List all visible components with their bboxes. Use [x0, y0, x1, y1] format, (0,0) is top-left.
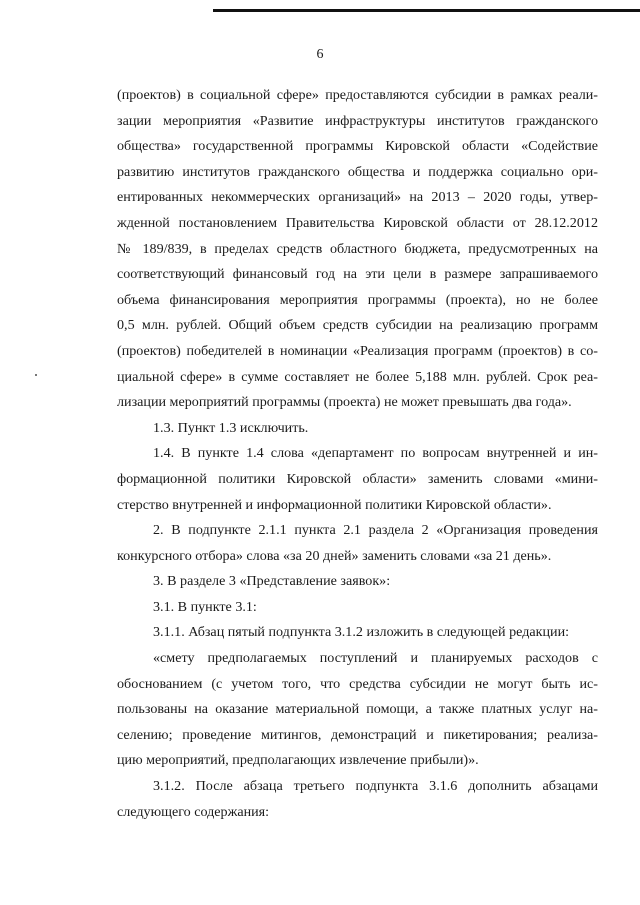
text-line: 3.1.1. Абзац пятый подпункта 3.1.2 изложить в следующей редакции: [153, 624, 570, 641]
text-line: 2. В подпункте 2.1.1 пункта 2.1 раздела 2 «Организация проведения [153, 522, 598, 539]
paragraph-3-1 [117, 595, 598, 621]
header-rule [213, 9, 640, 12]
text-line: (проектов) победителей в номинации «Реализация программ (проектов) в со- [117, 342, 598, 359]
text-line: 1.4. В пункте 1.4 слова «департамент по вопросам внутренней и ин- [153, 445, 598, 462]
text-line: 3.1. В пункте 3.1: [153, 598, 257, 615]
text-line: обоснованием (с учетом того, что средства субсидии не могут быть ис- [117, 675, 598, 692]
text-line: зации мероприятия «Развитие инфраструктуры институтов гражданского [117, 112, 598, 129]
text-line: соответствующий финансовый год на эти цели в размере запрашиваемого [117, 266, 598, 283]
scan-speck [35, 374, 37, 376]
text-line: формационной политики Кировской области» заменить словами «мини- [117, 470, 598, 487]
text-line: развитию институтов гражданского общества и поддержка социально ори- [117, 163, 598, 180]
text-line: стерство внутренней и информационной политики Кировской области». [117, 496, 552, 513]
text-line: селению; проведение митингов, демонстраций и пикетирования; реализа- [117, 726, 598, 743]
paragraph-3-1-1 [117, 620, 598, 646]
text-line: жденной постановлением Правительства Кировской области от 28.12.2012 [117, 214, 598, 231]
text-line: «смету предполагаемых поступлений и планируемых расходов с [153, 650, 598, 667]
text-line: циальной сфере» в сумме составляет не более 5,188 млн. рублей. Срок реа- [117, 368, 598, 385]
page-number: 6 [316, 47, 324, 62]
paragraph-3 [117, 569, 598, 595]
text-line: следующего содержания: [117, 803, 270, 820]
paragraph-1-3 [117, 416, 598, 442]
paragraph-quote [117, 646, 598, 774]
text-line: лизации мероприятий программы (проекта) не может превышать два года». [117, 394, 572, 411]
text-line: цию мероприятий, предполагающих извлечение прибыли)». [117, 752, 479, 769]
text-line: объема финансирования мероприятия программы (проекта), но не более [117, 291, 598, 308]
text-line: 1.3. Пункт 1.3 исключить. [153, 419, 309, 436]
text-line: 3. В разделе 3 «Представление заявок»: [153, 573, 391, 590]
text-line: ентированных некоммерческих организаций» на 2013 – 2020 годы, утвер- [117, 189, 598, 206]
paragraph-continuation [117, 83, 598, 416]
document-body [117, 83, 598, 825]
text-line: пользованы на оказание материальной помощи, а также платных услуг на- [117, 701, 598, 718]
paragraph-3-1-2 [117, 774, 598, 825]
text-line: № 189/839, в пределах средств областного бюджета, предусмотренных на [117, 240, 598, 257]
text-line: (проектов) в социальной сфере» предоставляются субсидии в рамках реали- [117, 87, 598, 103]
text-line: конкурсного отбора» слова «за 20 дней» заменить словами «за 21 день». [117, 547, 552, 564]
text-line: общества» государственной программы Кировской области «Содействие [117, 138, 598, 155]
text-line: 0,5 млн. рублей. Общий объем средств субсидии на реализацию программ [117, 317, 598, 334]
paragraph-2 [117, 518, 598, 569]
paragraph-1-4 [117, 441, 598, 518]
text-line: 3.1.2. После абзаца третьего подпункта 3.1.6 дополнить абзацами [153, 778, 598, 795]
